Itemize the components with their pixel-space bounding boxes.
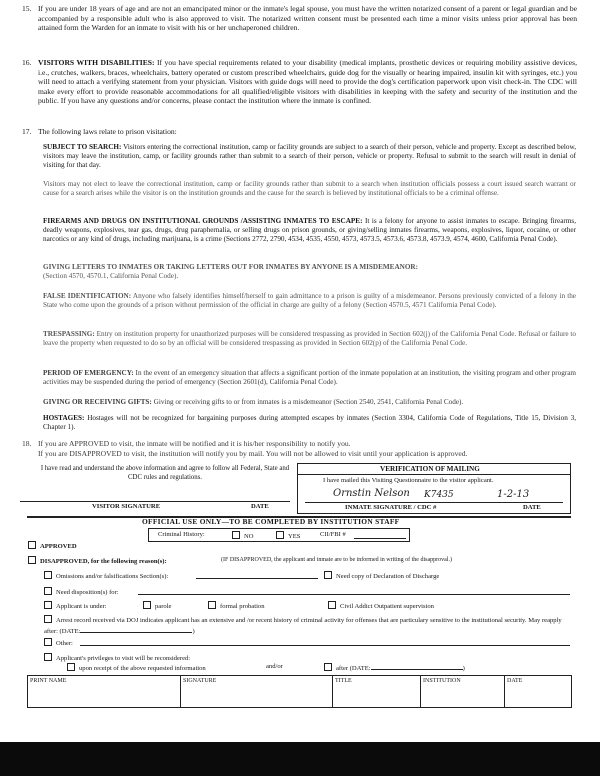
law-heading: GIVING LETTERS TO INMATES OR TAKING LETTERS OUT FOR INMATES BY ANYONE IS A MISDEMEANOR:	[43, 263, 419, 271]
omissions-label: Omissions and/or falsifications Section(s):	[56, 573, 169, 580]
checkbox-icon[interactable]	[143, 601, 151, 609]
disapproved-option[interactable]	[28, 556, 167, 566]
cdc-number-handwritten: K7435	[424, 490, 454, 500]
applicant-under-option[interactable]	[44, 601, 107, 611]
criminal-history-no[interactable]	[232, 531, 254, 541]
criminal-history-yes[interactable]	[276, 531, 300, 541]
checkbox-icon[interactable]	[44, 638, 52, 646]
approved-option[interactable]	[28, 541, 77, 551]
checkbox-icon[interactable]	[44, 601, 52, 609]
after-date-input[interactable]	[371, 663, 463, 670]
item-text: If you have special requirements related to your disability (medical implants, prosthetic devices or requiring mobility assistive devices, i.e., crutches, walkers, braces, wheelchairs, battery operated or custom prescribed wheelchairs, guide dog for the visually or hearing impaired, insulin kit with syringes, etc.) you will need to attach a verifying statement from your physician. Visitors with guide dogs will need to provide the dog's certification paperwork upon visit check-in. The CDC will make every effort to provide reasonable accommodations for all qualified/eligible visitors with disabilities in keeping with the safety and security of the institution and the public. If you have any questions and/or concerns, please contact the institution where the inmate is confined.	[38, 58, 577, 106]
checkbox-icon[interactable]	[324, 663, 332, 671]
footer-header-signature: SIGNATURE	[183, 678, 217, 684]
upon-receipt-option[interactable]	[67, 663, 206, 673]
law-heading: FALSE IDENTIFICATION:	[43, 292, 132, 300]
parole-option[interactable]	[143, 601, 171, 611]
inmate-signature-label: INMATE SIGNATURE / CDC #	[345, 504, 437, 511]
formal-probation-label: formal probation	[220, 603, 265, 610]
law-firearms-drugs	[43, 217, 576, 245]
footer-col-divider	[504, 675, 505, 707]
reapply-date-input[interactable]	[80, 626, 195, 635]
date-handwritten: 1-2-13	[497, 489, 530, 500]
scan-bottom-band	[0, 742, 600, 776]
verification-divider	[297, 474, 570, 475]
inmate-signature-line[interactable]	[305, 502, 563, 503]
footer-col-divider	[420, 675, 421, 707]
after-date-option[interactable]	[324, 663, 465, 673]
law-heading: TRESPASSING:	[43, 330, 95, 338]
law-text: Anyone who falsely identifies himself/herself to gain admittance to a prison is guilty of a misdemeanor. Persons previously convicted of a felony in the State who come upon the grounds of a prison without permission of the official in charge are guilty of a felony (Section 4570.5, 4571 California Penal Code).	[43, 292, 576, 310]
item-text: If you are under 18 years of age and are not an emancipated minor or the inmate's legal spouse, you must have the written notarized consent of a parent or legal guardian and be accompanied by a responsible adult who is also approved to visit. The notarized written consent must be presented each time a minor visits unless prior approval has been attained form the Warden for an inmate to visit with his or her unchaperoned children.	[38, 4, 577, 33]
acknowledgement-text: I have read and understand the above information and agree to follow all Federal, State and CDC rules and regulations.	[40, 465, 290, 481]
visitor-signature-line[interactable]	[20, 501, 290, 502]
after-date-label: after (DATE:	[336, 665, 371, 672]
checkbox-icon[interactable]	[276, 531, 284, 539]
item-18	[22, 439, 577, 458]
law-text: It is a felony for anyone to assist inmates to escape. Bringing firearms, deadly weapons, explosives, tear gas, drugs, drug paraphernalia, or selling drugs on prison grounds, or giving/selling inmates firearms, weapons, explosives, liquor, cocaine, or other narcotics or any kind of drugs, including marijuana, is a crime (Sections 2772, 2790, 4534, 4535, 4550, 4573, 4573.5, 4573.6, 4573.8, 4573.9, 4574, 4600, California Penal Code).	[43, 217, 577, 244]
need-copy-option[interactable]	[324, 571, 439, 581]
upon-receipt-label: upon receipt of the above requested information	[79, 665, 206, 672]
footer-header-title: TITLE	[335, 678, 352, 684]
need-disposition-label: Need disposition(s) for:	[56, 589, 119, 596]
after-date-close-paren: )	[462, 665, 465, 672]
law-gifts	[43, 398, 576, 407]
footer-header-print-name: PRINT NAME	[30, 678, 67, 684]
civil-addict-label: Civil Addict Outpatient supervision	[340, 603, 434, 610]
arrest-record-label: Arrest record received via DOJ indicates applicant has an extensive and /or recent history of criminal activity for offenses that are particulary sensitive to the institutional security. May reapply after: (DATE:	[44, 617, 562, 635]
arrest-close-paren: )	[192, 627, 195, 635]
law-subject-to-search	[43, 143, 576, 171]
footer-col-divider	[332, 675, 333, 707]
law-heading: SUBJECT TO SEARCH:	[43, 143, 122, 151]
item-heading: VISITORS WITH DISABILITIES:	[38, 58, 155, 67]
andor-label: and/or	[266, 663, 283, 670]
omissions-option[interactable]	[44, 571, 168, 581]
footer-col-divider	[180, 675, 181, 707]
law-hostages	[43, 414, 576, 432]
law-heading: GIVING OR RECEIVING GIFTS:	[43, 398, 152, 406]
checkbox-icon[interactable]	[67, 663, 75, 671]
footer-header-date: DATE	[507, 678, 523, 684]
visitor-signature-label: VISITOR SIGNATURE	[92, 503, 161, 510]
checkbox-icon[interactable]	[44, 587, 52, 595]
item-text: The following laws relate to prison visitation:	[38, 127, 177, 136]
parole-label: parole	[155, 603, 172, 610]
law-text: Visitors may not elect to leave the correctional institution, camp or facility grounds rather than submit to a search when institution officials possess a court issued search warrant or cause for a search arises while the visitor is on the institution grounds and the cause for the search is believed by institutional officials to be a criminal offense.	[43, 180, 576, 198]
other-label: Other:	[56, 640, 73, 647]
law-text: Hostages will not be recognized for bargaining purposes during attempted escapes by inmates (Section 3304, California Code of Regulations, Title 15, Division 3, Chapter 1).	[43, 414, 577, 432]
item-17	[22, 127, 577, 137]
item-number: 17.	[22, 127, 32, 136]
law-heading: FIREARMS AND DRUGS ON INSTITUTIONAL GROUNDS /ASSISTING INMATES TO ESCAPE:	[43, 217, 363, 225]
cii-input-line[interactable]	[354, 538, 406, 539]
arrest-record-option[interactable]	[44, 615, 564, 636]
omissions-input-line[interactable]	[196, 578, 318, 579]
criminal-history-label: Criminal History:	[158, 531, 205, 538]
civil-addict-option[interactable]	[328, 601, 434, 611]
verification-text: I have mailed this Visiting Questionnaire to the visitor applicant.	[323, 477, 494, 484]
inmate-signature-handwritten: Ornstin Nelson	[333, 488, 410, 499]
checkbox-icon[interactable]	[44, 615, 52, 623]
item-number: 15.	[22, 4, 32, 13]
item-text-2: If you are DISAPPROVED to visit, the institution will notify you by mail. You will not be allowed to visit until your application is approved.	[38, 448, 468, 458]
law-period-of-emergency	[43, 369, 576, 387]
law-false-identification	[43, 292, 576, 310]
checkbox-icon[interactable]	[44, 571, 52, 579]
applicant-under-label: Applicant is under:	[56, 603, 107, 610]
law-trespassing	[43, 330, 576, 348]
staff-footer-table	[27, 675, 572, 708]
item-16	[22, 58, 577, 106]
item-number: 16.	[22, 58, 32, 67]
checkbox-icon[interactable]	[328, 601, 336, 609]
need-copy-label: Need copy of Declaration of Discharge	[336, 573, 440, 580]
law-giving-letters	[43, 263, 576, 281]
other-option[interactable]	[44, 638, 73, 648]
verification-title: VERIFICATION OF MAILING	[380, 465, 480, 473]
item-text: If you are APPROVED to visit, the inmate will be notified and it is his/her responsibility to notify you.	[38, 439, 351, 448]
law-text: Giving or receiving gifts to or from inmates is a misdemeanor (Section 2540, 2541, California Penal Code).	[153, 398, 464, 406]
footer-header-institution: INSTITUTION	[423, 678, 461, 684]
disapproved-label: DISAPPROVED, for the following reason(s):	[40, 558, 167, 565]
no-label: NO	[244, 533, 254, 540]
item-15	[22, 4, 577, 33]
law-text: Visitors entering the correctional institution, camp or facility grounds are subject to a search of their person, vehicle and property. Except as described below, visitors may leave the institution, camp, or facility grounds rather than submit to a search of their person, vehicle or property. Refusal to submit to the search will result in denial of visiting for that day.	[43, 143, 576, 170]
checkbox-icon[interactable]	[44, 653, 52, 661]
approved-label: APPROVED	[40, 543, 77, 550]
checkbox-icon[interactable]	[28, 541, 36, 549]
other-input-line[interactable]	[80, 645, 570, 646]
reconsidered-option[interactable]	[44, 653, 190, 663]
checkbox-icon[interactable]	[324, 571, 332, 579]
need-disposition-input-line[interactable]	[138, 594, 570, 595]
checkbox-icon[interactable]	[28, 556, 36, 564]
law-search-exception	[43, 180, 576, 198]
law-text: Entry on institution property for unauthorized purposes will be considered trespassing as provided in Section 602(j) of the California Penal Code. Refusal or failure to leave the property when requested to do so by an official will be considered trespassing as provided in Section 602(p) of the California Penal Code.	[43, 330, 576, 348]
need-disposition-option[interactable]	[44, 587, 119, 597]
law-heading: HOSTAGES:	[43, 414, 85, 422]
official-use-title: OFFICIAL USE ONLY—TO BE COMPLETED BY INSTITUTION STAFF	[142, 517, 400, 526]
visitor-date-label: DATE	[251, 503, 269, 510]
formal-probation-option[interactable]	[208, 601, 265, 611]
law-text: (Section 4570, 4570.1, California Penal Code).	[43, 272, 179, 281]
checkbox-icon[interactable]	[232, 531, 240, 539]
cii-label: CII/FBI #	[320, 531, 346, 538]
reconsidered-label: Applicant's privileges to visit will be reconsidered:	[56, 655, 191, 662]
law-text: In the event of an emergency situation that affects a significant portion of the inmate population at an institution, the visiting program and other program activities may be suspended during the period of emergency (Section 2601(d), California Penal Code).	[43, 369, 577, 387]
yes-label: YES	[288, 533, 301, 540]
law-heading: PERIOD OF EMERGENCY:	[43, 369, 134, 377]
checkbox-icon[interactable]	[208, 601, 216, 609]
item-number: 18.	[22, 439, 32, 448]
inmate-date-label: DATE	[523, 504, 541, 511]
disapproved-note: (IF DISAPPROVED, the applicant and inmate are to be informed in writing of the disapproval.)	[221, 557, 452, 563]
